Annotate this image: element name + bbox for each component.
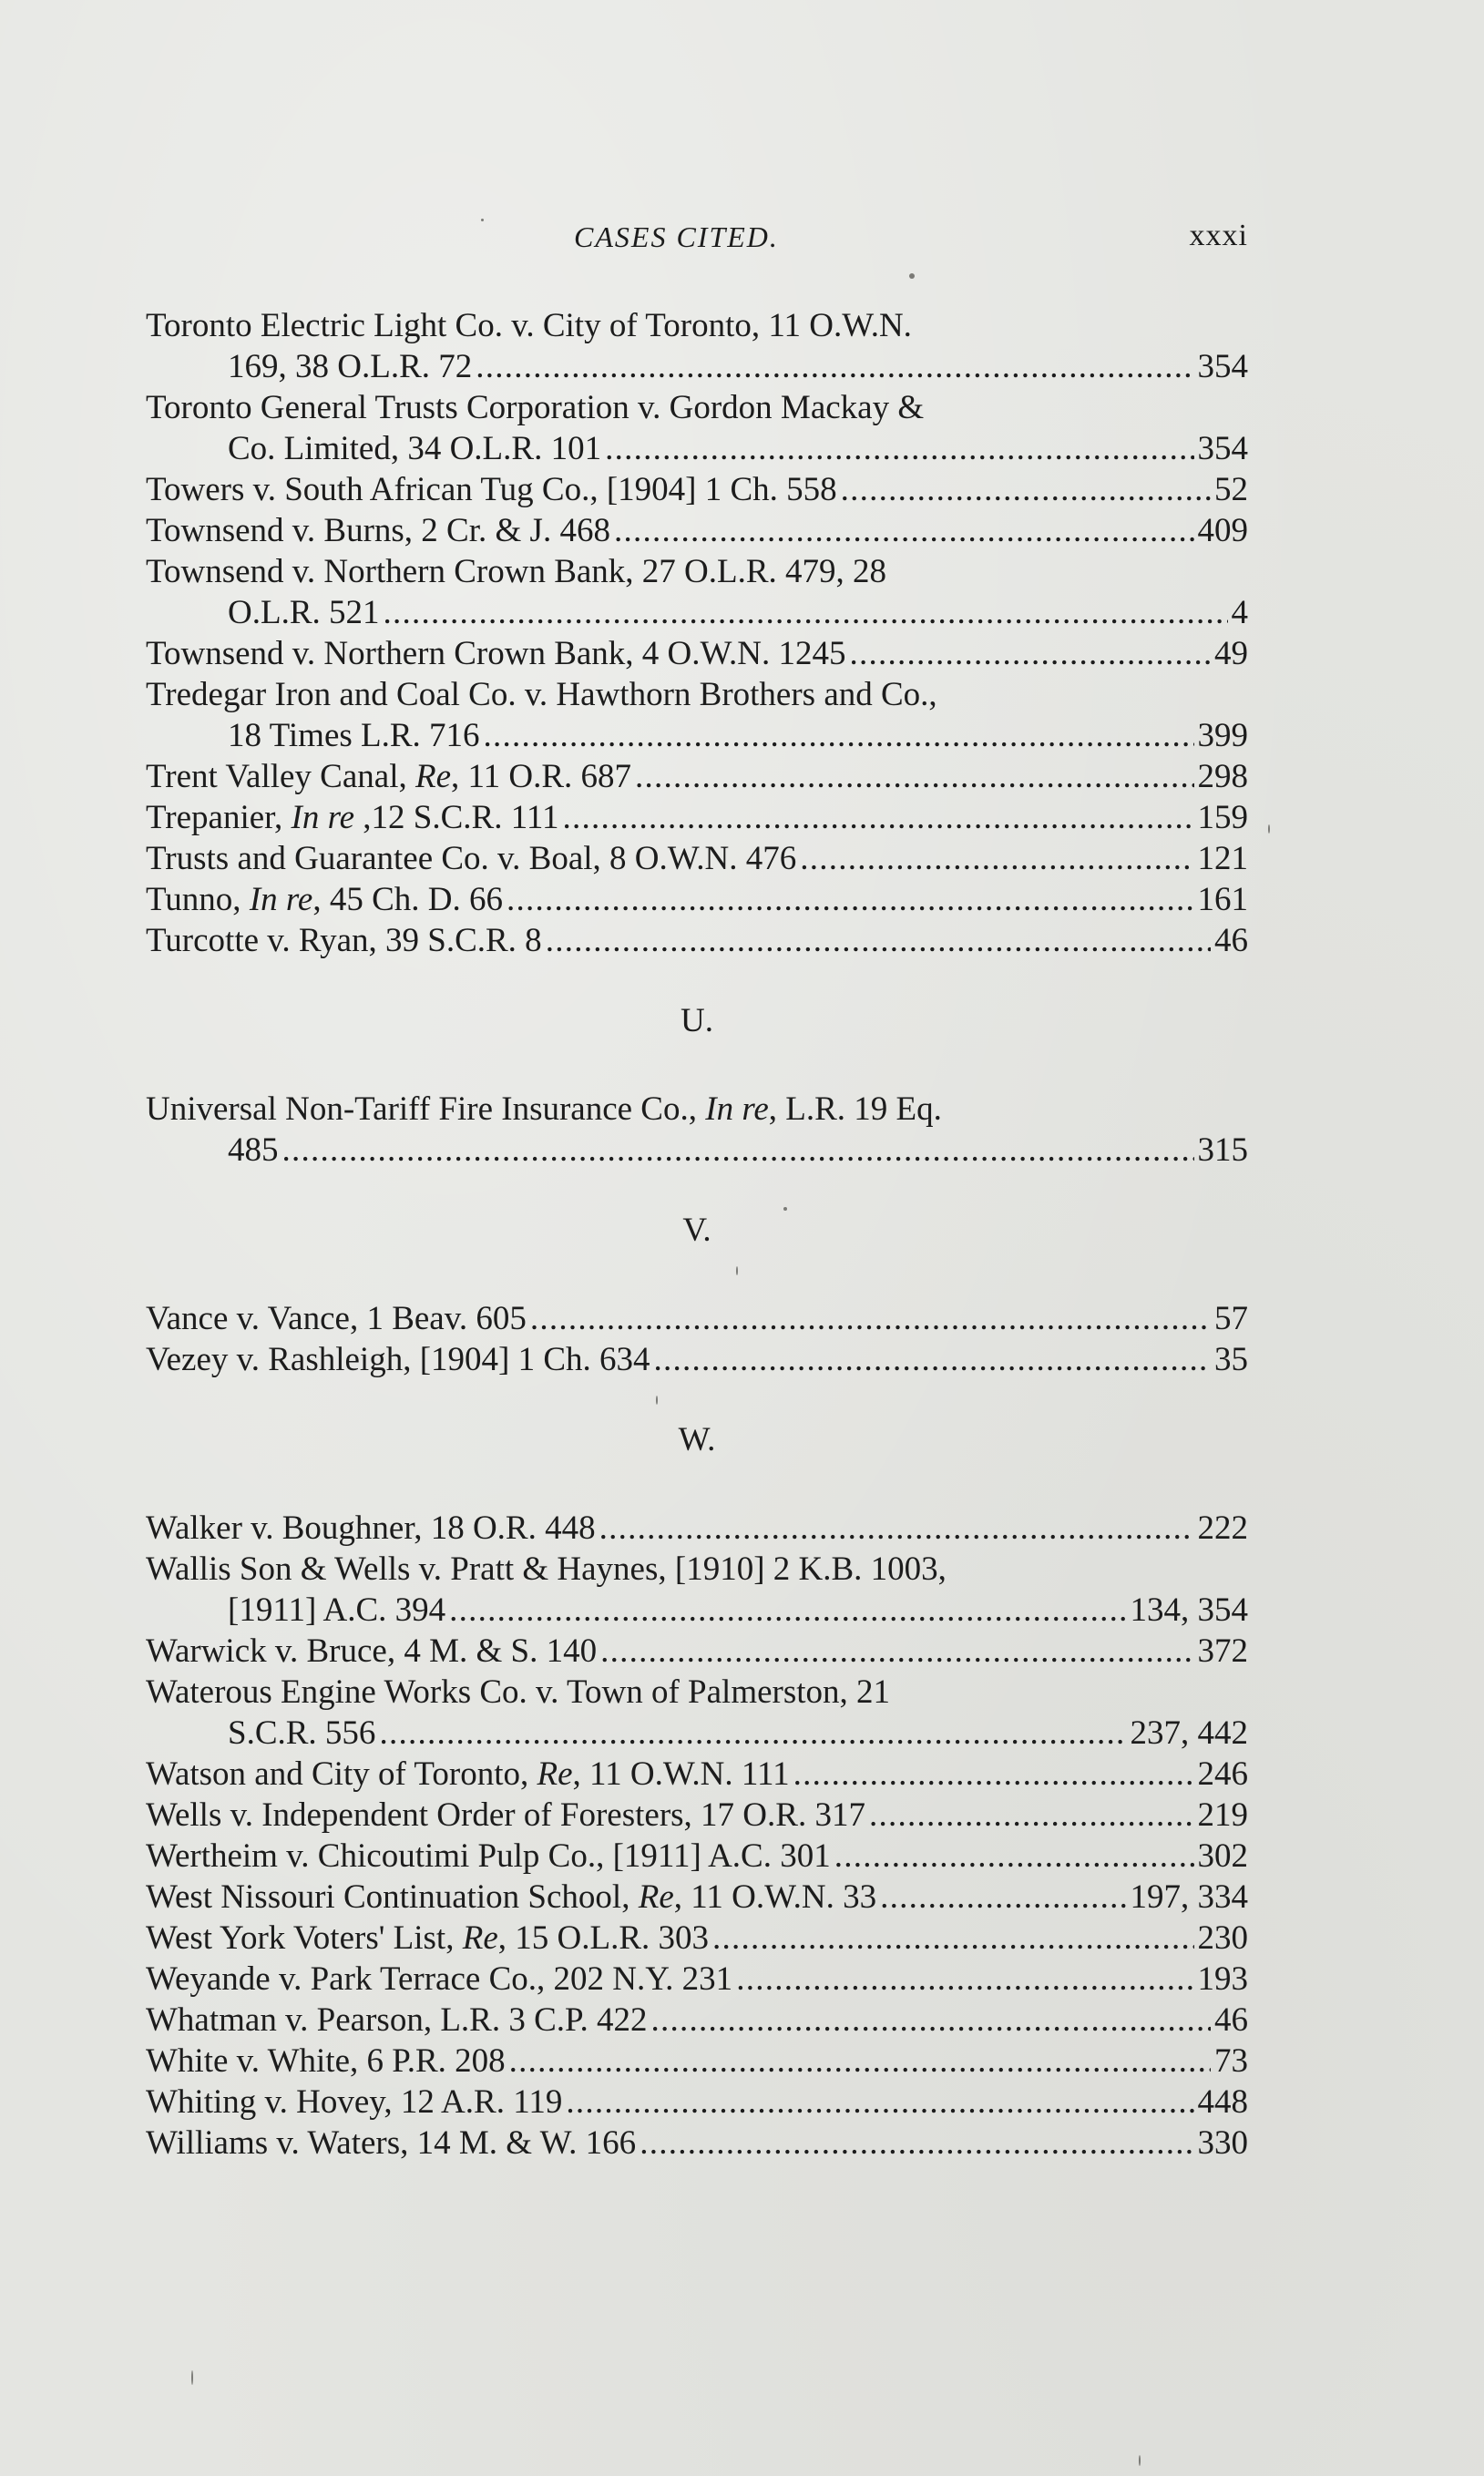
case-citation-line — [146, 756, 1248, 797]
case-citation-text: Tunno, In re, 45 Ch. D. 66 — [146, 881, 503, 918]
running-header — [146, 220, 1248, 266]
case-citation-text: Vezey v. Rashleigh, [1904] 1 Ch. 634 — [146, 1341, 650, 1378]
case-citation-line — [146, 2082, 1248, 2123]
paper-speck — [191, 2370, 193, 2385]
case-citation-text: 18 Times L.R. 716 — [228, 717, 480, 754]
case-citation-line — [146, 1508, 1248, 1549]
case-citation-text: Warwick v. Bruce, 4 M. & S. 140 — [146, 1632, 598, 1670]
case-page-reference: 46 — [1214, 2001, 1248, 2039]
case-citation-line — [146, 1877, 1248, 1918]
case-page-reference: 315 — [1197, 1131, 1248, 1169]
case-citation-continuation — [146, 428, 1248, 469]
case-citation-line — [146, 510, 1248, 551]
case-citation-line — [146, 1549, 1248, 1590]
case-page-reference: 302 — [1197, 1837, 1248, 1875]
dot-leader — [880, 1877, 1126, 1918]
paper-speck — [736, 1266, 738, 1275]
case-page-reference: 354 — [1197, 430, 1248, 467]
case-entry — [146, 2123, 1248, 2164]
dot-leader — [384, 592, 1228, 633]
case-citation-continuation — [146, 1130, 1248, 1171]
case-entry — [146, 2041, 1248, 2082]
case-citation-line — [146, 469, 1248, 510]
case-citation-text: Wertheim v. Chicoutimi Pulp Co., [1911] A.C. 301 — [146, 1837, 831, 1875]
section-letter-heading: U. — [681, 1002, 713, 1039]
case-page-reference: 134, 354 — [1130, 1591, 1248, 1629]
case-citation-text: Towers v. South African Tug Co., [1904] 1 Ch. 558 — [146, 471, 837, 508]
case-citation-text: Co. Limited, 34 O.L.R. 101 — [228, 430, 602, 467]
dot-leader — [507, 879, 1194, 920]
case-citation-line — [146, 1918, 1248, 1959]
case-citation-text: Townsend v. Burns, 2 Cr. & J. 468 — [146, 512, 610, 549]
case-citation-text: Trent Valley Canal, Re, 11 O.R. 687 — [146, 758, 632, 795]
case-entry — [146, 1959, 1248, 2000]
case-page-reference: 448 — [1197, 2083, 1248, 2121]
case-citation-line — [146, 1339, 1248, 1380]
case-citation-text: O.L.R. 521 — [228, 594, 380, 631]
case-entry — [146, 1795, 1248, 1836]
case-entry — [146, 551, 1248, 633]
dot-leader — [614, 510, 1194, 551]
case-page-reference: 246 — [1197, 1755, 1248, 1793]
case-entry — [146, 1672, 1248, 1754]
case-citation-line — [146, 879, 1248, 920]
case-citation-text: Turcotte v. Ryan, 39 S.C.R. 8 — [146, 922, 542, 959]
case-citation-text: 169, 38 O.L.R. 72 — [228, 348, 473, 385]
dot-leader — [793, 1754, 1194, 1795]
dot-leader — [605, 428, 1193, 469]
dot-leader — [712, 1918, 1194, 1959]
case-page-reference: 4 — [1231, 594, 1248, 631]
case-citation-text: West Nissouri Continuation School, Re, 11 O.W.N. 33 — [146, 1878, 877, 1916]
dot-leader — [476, 346, 1193, 387]
case-citation-text: White v. White, 6 P.R. 208 — [146, 2042, 506, 2080]
case-entry — [146, 1549, 1248, 1631]
case-page-reference: 330 — [1197, 2124, 1248, 2162]
case-citation-continuation — [146, 1590, 1248, 1631]
case-citation-text: Universal Non-Tariff Fire Insurance Co., In re, L.R. 19 Eq. — [146, 1090, 942, 1128]
case-citation-continuation — [146, 715, 1248, 756]
case-page-reference: 298 — [1197, 758, 1248, 795]
case-citation-continuation — [146, 592, 1248, 633]
case-entry — [146, 920, 1248, 961]
case-page-reference: 222 — [1197, 1509, 1248, 1547]
dot-leader — [841, 469, 1211, 510]
case-entry — [146, 674, 1248, 756]
case-citation-text: Wallis Son & Wells v. Pratt & Haynes, [1910] 2 K.B. 1003, — [146, 1550, 947, 1588]
dot-leader — [509, 2041, 1211, 2082]
header-page-number: xxxi — [1189, 219, 1248, 252]
dot-leader — [651, 2000, 1211, 2041]
case-entry — [146, 797, 1248, 838]
case-page-reference: 121 — [1197, 840, 1248, 877]
case-page-reference: 52 — [1214, 471, 1248, 508]
case-entry — [146, 1631, 1248, 1672]
case-citation-line — [146, 1672, 1248, 1713]
case-entry — [146, 510, 1248, 551]
header-title: CASES CITED. — [574, 220, 779, 253]
case-citation-text: Trepanier, In re ,12 S.C.R. 111 — [146, 799, 559, 836]
case-entry — [146, 879, 1248, 920]
case-citation-text: Whiting v. Hovey, 12 A.R. 119 — [146, 2083, 563, 2121]
case-entry — [146, 1877, 1248, 1918]
case-citation-text: Walker v. Boughner, 18 O.R. 448 — [146, 1509, 596, 1547]
case-entry — [146, 633, 1248, 674]
case-page-reference: 399 — [1197, 717, 1248, 754]
case-page-reference: 230 — [1197, 1919, 1248, 1957]
case-page-reference: 46 — [1214, 922, 1248, 959]
case-citation-line — [146, 838, 1248, 879]
case-entry — [146, 1089, 1248, 1171]
case-page-reference: 35 — [1214, 1341, 1248, 1378]
case-citation-line — [146, 797, 1248, 838]
case-entry — [146, 387, 1248, 469]
case-entry — [146, 1918, 1248, 1959]
case-citation-line — [146, 551, 1248, 592]
case-citation-line — [146, 920, 1248, 961]
section-letter-heading: V. — [682, 1212, 711, 1249]
section-letter-heading: W. — [678, 1421, 716, 1458]
case-entry — [146, 305, 1248, 387]
case-citation-text: Townsend v. Northern Crown Bank, 27 O.L.R. 479, 28 — [146, 553, 887, 590]
dot-leader — [546, 920, 1211, 961]
case-entry — [146, 1836, 1248, 1877]
case-citation-line — [146, 387, 1248, 428]
dot-leader — [736, 1959, 1193, 2000]
case-citation-text: Wells v. Independent Order of Foresters, 17 O.R. 317 — [146, 1796, 865, 1834]
dot-leader — [600, 1631, 1193, 1672]
case-citation-text: 485 — [228, 1131, 279, 1169]
case-entry — [146, 1298, 1248, 1339]
case-citation-text: Toronto Electric Light Co. v. City of Toronto, 11 O.W.N. — [146, 307, 912, 344]
case-citation-line — [146, 633, 1248, 674]
case-citation-line — [146, 2000, 1248, 2041]
case-citation-text: Vance v. Vance, 1 Beav. 605 — [146, 1300, 527, 1337]
paper-speck — [656, 1396, 658, 1405]
case-entry — [146, 1508, 1248, 1549]
dot-leader — [566, 2082, 1193, 2123]
case-entry — [146, 838, 1248, 879]
case-page-reference: 159 — [1197, 799, 1248, 836]
dot-leader — [654, 1339, 1211, 1380]
case-page-reference: 197, 334 — [1130, 1878, 1248, 1916]
case-citation-text: Watson and City of Toronto, Re, 11 O.W.N. 111 — [146, 1755, 790, 1793]
dot-leader — [800, 838, 1193, 879]
case-citation-text: Tredegar Iron and Coal Co. v. Hawthorn Brothers and Co., — [146, 676, 937, 713]
dot-leader — [484, 715, 1194, 756]
case-citation-text: West York Voters' List, Re, 15 O.L.R. 303 — [146, 1919, 709, 1957]
case-entry — [146, 1754, 1248, 1795]
case-citation-line — [146, 305, 1248, 346]
paper-speck — [783, 1207, 787, 1211]
cases-cited-list — [146, 305, 1248, 2164]
case-citation-line — [146, 1631, 1248, 1672]
paper-speck — [1139, 2455, 1141, 2466]
case-citation-line — [146, 1298, 1248, 1339]
case-citation-continuation — [146, 1713, 1248, 1754]
dot-leader — [640, 2123, 1193, 2164]
paper-speck — [909, 273, 915, 279]
dot-leader — [282, 1130, 1194, 1171]
case-page-reference: 57 — [1214, 1300, 1248, 1337]
dot-leader — [869, 1795, 1194, 1836]
case-entry — [146, 469, 1248, 510]
case-citation-line — [146, 1836, 1248, 1877]
case-page-reference: 49 — [1214, 635, 1248, 672]
case-citation-text: Waterous Engine Works Co. v. Town of Palmerston, 21 — [146, 1673, 891, 1711]
dot-leader — [530, 1298, 1211, 1339]
case-entry — [146, 2082, 1248, 2123]
case-citation-line — [146, 2041, 1248, 2082]
dot-leader — [850, 633, 1211, 674]
case-citation-text: Townsend v. Northern Crown Bank, 4 O.W.N. 1245 — [146, 635, 846, 672]
case-page-reference: 219 — [1197, 1796, 1248, 1834]
dot-leader — [449, 1590, 1126, 1631]
case-citation-text: Trusts and Guarantee Co. v. Boal, 8 O.W.N. 476 — [146, 840, 797, 877]
paper-speck — [1268, 824, 1270, 834]
case-citation-text: Williams v. Waters, 14 M. & W. 166 — [146, 2124, 637, 2162]
dot-leader — [563, 797, 1194, 838]
case-citation-line — [146, 674, 1248, 715]
dot-leader — [834, 1836, 1194, 1877]
case-citation-line — [146, 1754, 1248, 1795]
dot-leader — [635, 756, 1193, 797]
case-entry — [146, 756, 1248, 797]
dot-leader — [599, 1508, 1194, 1549]
case-citation-text: [1911] A.C. 394 — [228, 1591, 446, 1629]
paper-speck — [481, 219, 484, 221]
case-page-reference: 73 — [1214, 2042, 1248, 2080]
case-page-reference: 372 — [1197, 1632, 1248, 1670]
case-page-reference: 237, 442 — [1130, 1714, 1248, 1752]
case-citation-line — [146, 1795, 1248, 1836]
dot-leader — [379, 1713, 1126, 1754]
case-page-reference: 161 — [1197, 881, 1248, 918]
case-citation-line — [146, 2123, 1248, 2164]
case-citation-line — [146, 1089, 1248, 1130]
case-citation-text: Weyande v. Park Terrace Co., 202 N.Y. 231 — [146, 1960, 733, 1998]
case-citation-text: Whatman v. Pearson, L.R. 3 C.P. 422 — [146, 2001, 648, 2039]
case-page-reference: 409 — [1197, 512, 1248, 549]
case-entry — [146, 1339, 1248, 1380]
case-page-reference: 193 — [1197, 1960, 1248, 1998]
case-entry — [146, 2000, 1248, 2041]
case-citation-line — [146, 1959, 1248, 2000]
case-citation-continuation — [146, 346, 1248, 387]
case-citation-text: S.C.R. 556 — [228, 1714, 376, 1752]
case-page-reference: 354 — [1197, 348, 1248, 385]
case-citation-text: Toronto General Trusts Corporation v. Gordon Mackay & — [146, 389, 925, 426]
